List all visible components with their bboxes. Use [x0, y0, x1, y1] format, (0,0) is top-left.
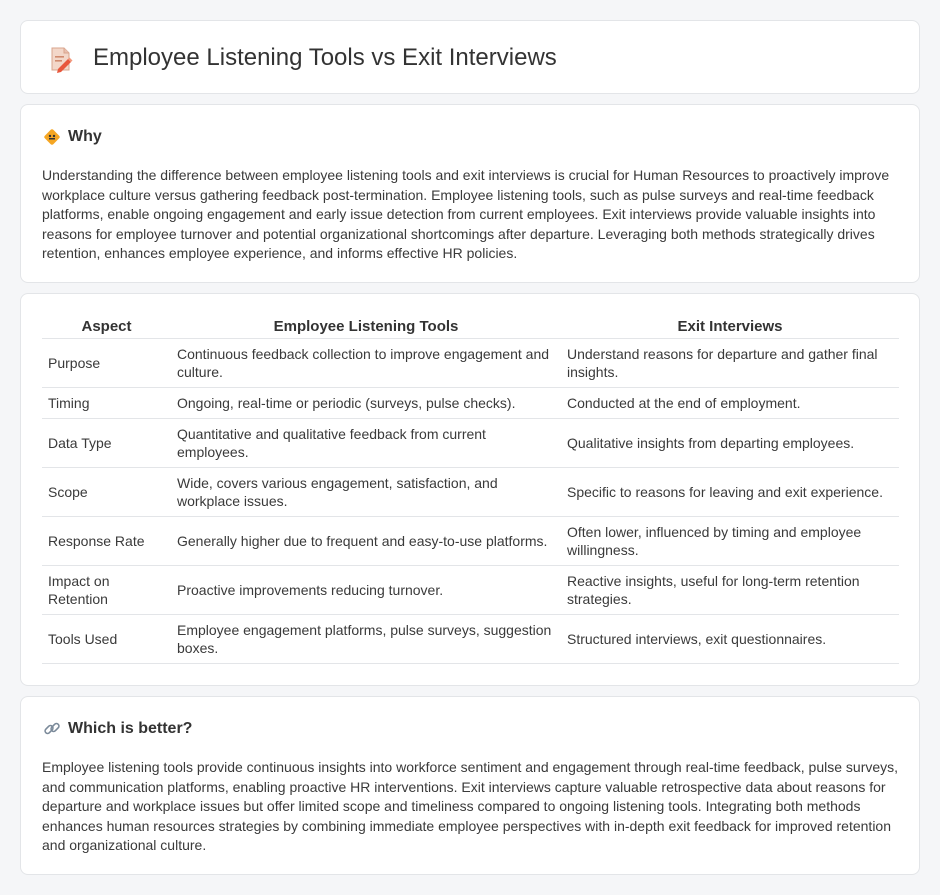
table-row — [42, 614, 899, 663]
exit-interviews-cell: Understand reasons for departure and gather final insights. — [561, 338, 899, 387]
better-title: Which is better? — [68, 720, 193, 737]
better-heading — [43, 719, 192, 739]
diamond-sign-icon — [43, 128, 61, 146]
exit-interviews-cell: Conducted at the end of employment. — [561, 387, 899, 418]
aspect-cell: Purpose — [42, 338, 171, 387]
header-aspect: Aspect — [42, 316, 171, 338]
aspect-cell: Tools Used — [42, 614, 171, 663]
page-title: Employee Listening Tools vs Exit Interviews — [93, 44, 557, 71]
why-title: Why — [68, 128, 102, 145]
aspect-cell: Scope — [42, 467, 171, 516]
comparison-table — [42, 316, 899, 664]
why-section — [20, 104, 920, 283]
why-heading — [43, 127, 102, 147]
aspect-cell: Data Type — [42, 418, 171, 467]
header-employee-listening-tools: Employee Listening Tools — [171, 316, 561, 338]
listening-tools-cell: Wide, covers various engagement, satisfaction, and workplace issues. — [171, 467, 561, 516]
aspect-cell: Timing — [42, 387, 171, 418]
exit-interviews-cell: Reactive insights, useful for long-term retention strategies. — [561, 565, 899, 614]
which-is-better-section — [20, 696, 920, 875]
aspect-cell: Response Rate — [42, 516, 171, 565]
table-header-row — [42, 316, 899, 338]
header-exit-interviews: Exit Interviews — [561, 316, 899, 338]
listening-tools-cell: Employee engagement platforms, pulse surveys, suggestion boxes. — [171, 614, 561, 663]
exit-interviews-cell: Structured interviews, exit questionnaires. — [561, 614, 899, 663]
listening-tools-cell: Generally higher due to frequent and easy-to-use platforms. — [171, 516, 561, 565]
document-pencil-icon — [46, 45, 74, 73]
better-body: Employee listening tools provide continuous insights into workforce sentiment and engagement through real-time feedback, pulse surveys, and communication platforms, enabling proactive HR interventions. Exit interviews capture valuable retrospective data about reasons for departure and workplace issues but offer limited scope and timeliness compared to ongoing listening tools. Integrating both methods enhances human resources strategies by combining immediate employee perspectives with in-depth exit feedback for improved retention and organizational culture. — [42, 759, 899, 853]
comparison-section — [20, 293, 920, 686]
table-row — [42, 387, 899, 418]
exit-interviews-cell: Often lower, influenced by timing and employee willingness. — [561, 516, 899, 565]
link-icon — [43, 720, 61, 738]
aspect-cell: Impact on Retention — [42, 565, 171, 614]
header-card — [20, 20, 920, 94]
why-body: Understanding the difference between employee listening tools and exit interviews is crucial for Human Resources to proactively improve workplace culture versus gathering feedback post-termination. Employee listening tools, such as pulse surveys and real-time feedback platforms, enable ongoing engagement and early issue detection from current employees. Exit interviews provide valuable insights into reasons for employee turnover and potential organizational shortcomings after departure. Leveraging both methods strategically drives retention, enhances employee experience, and informs effective HR policies. — [42, 167, 890, 261]
exit-interviews-cell: Qualitative insights from departing employees. — [561, 418, 899, 467]
exit-interviews-cell: Specific to reasons for leaving and exit experience. — [561, 467, 899, 516]
table-row — [42, 565, 899, 614]
listening-tools-cell: Proactive improvements reducing turnover. — [171, 565, 561, 614]
table-row — [42, 338, 899, 387]
listening-tools-cell: Ongoing, real-time or periodic (surveys, pulse checks). — [171, 387, 561, 418]
listening-tools-cell: Quantitative and qualitative feedback from current employees. — [171, 418, 561, 467]
table-row — [42, 467, 899, 516]
table-row — [42, 418, 899, 467]
listening-tools-cell: Continuous feedback collection to improve engagement and culture. — [171, 338, 561, 387]
table-row — [42, 516, 899, 565]
